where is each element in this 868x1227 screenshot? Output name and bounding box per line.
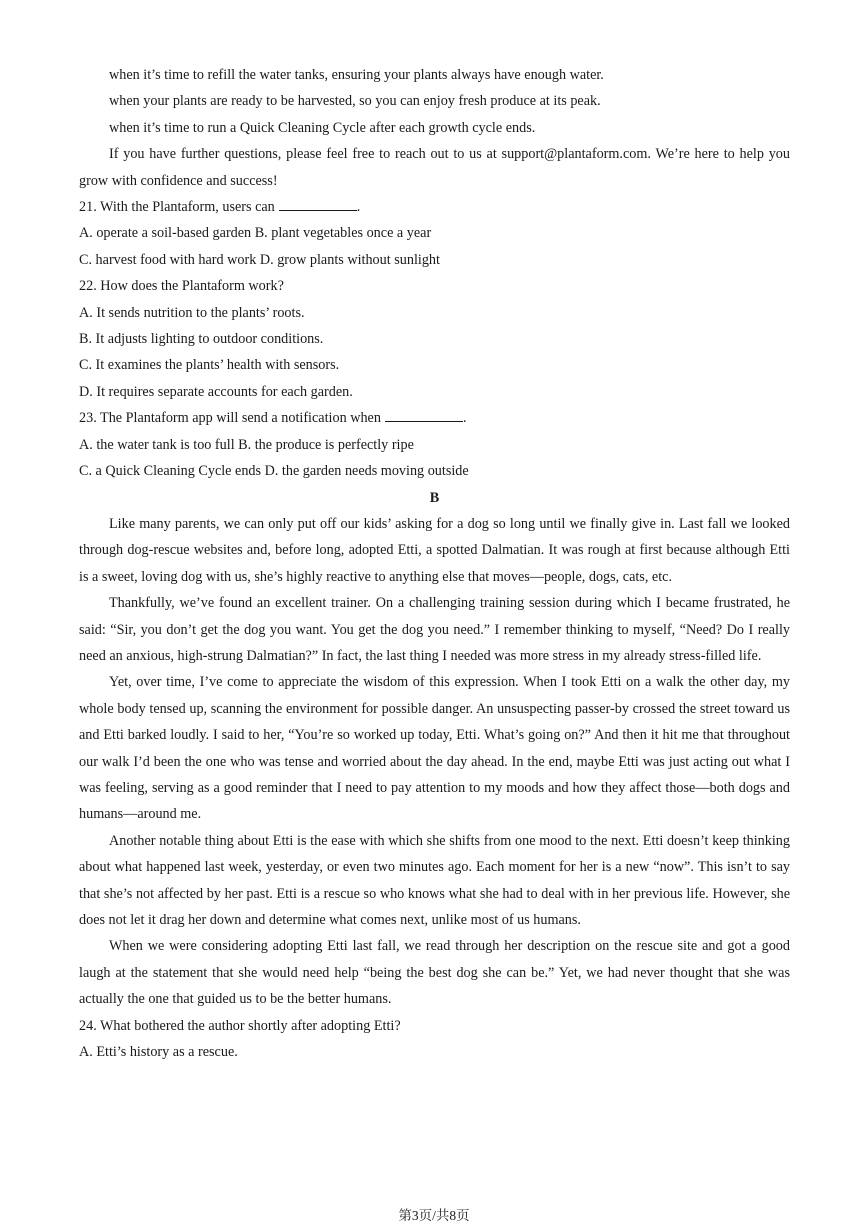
question-22-option-c: C. It examines the plants’ health with sensors. bbox=[79, 357, 340, 374]
document-page bbox=[79, 62, 790, 1065]
page-number-footer: 第3页/共8页 bbox=[398, 1208, 470, 1223]
question-21 bbox=[79, 194, 790, 220]
passage-paragraph-2 bbox=[79, 590, 790, 669]
intro-line-2: when your plants are ready to be harvested, so you can enjoy fresh produce at its peak. bbox=[109, 93, 601, 110]
question-23-stem: 23. The Plantaform app will send a notification when bbox=[79, 410, 381, 427]
passage-paragraph-5-text: When we were considering adopting Etti last fall, we read through her description on the rescue site and got a good laugh at the statement that she would need help “being the best dog she can be.” Yet, we had never thought that she was actually the one that guided us to be the better humans. bbox=[79, 938, 790, 1008]
question-23-option-row-1: A. the water tank is too full B. the produce is perfectly ripe bbox=[79, 436, 414, 453]
question-24-stem: 24. What bothered the author shortly after adopting Etti? bbox=[79, 1017, 401, 1034]
passage-paragraph-3-text: Yet, over time, I’ve come to appreciate the wisdom of this expression. When I took Etti on a walk the other day, my whole body tensed up, scanning the environment for possible danger. An unsuspecting passer-by crossed the street toward us and Etti barked loudly. I said to her, “You’re so worked up today, Etti. What’s going on?” And then it hit me that throughout our walk I’d been the one who was tense and worried about the day ahead. In the end, maybe Etti was just acting out what I was feeling, serving as a good reminder that I need to pay attention to my moods and how they affect those—both dogs and humans—around me. bbox=[79, 674, 790, 823]
answer-blank bbox=[279, 196, 357, 211]
section-b-heading: B bbox=[429, 489, 440, 506]
contact-text: If you have further questions, please feel free to reach out to us at support@plantaform.com. We’re here to help you grow with confidence and success! bbox=[79, 146, 790, 189]
question-23-stem-end: . bbox=[462, 410, 467, 427]
passage-paragraph-4 bbox=[79, 828, 790, 934]
question-22-option-d: D. It requires separate accounts for each garden. bbox=[79, 383, 353, 400]
question-21-stem: 21. With the Plantaform, users can bbox=[79, 199, 275, 216]
question-22-option-b: B. It adjusts lighting to outdoor conditions. bbox=[79, 331, 324, 348]
passage-paragraph-3 bbox=[79, 669, 790, 827]
intro-line-1: when it’s time to refill the water tanks, ensuring your plants always have enough water. bbox=[109, 67, 604, 83]
passage-paragraph-1 bbox=[79, 511, 790, 590]
question-23 bbox=[79, 405, 790, 431]
passage-paragraph-2-text: Thankfully, we’ve found an excellent trainer. On a challenging training session during which I became frustrated, he said: “Sir, you don’t get the dog you want. You get the dog you need.” I remember thinking to myself, “Need? Do I really need an anxious, high-strung Dalmatian?” In fact, the last thing I needed was more stress in my already stress-filled life. bbox=[79, 595, 790, 664]
passage-paragraph-5 bbox=[79, 933, 790, 1012]
question-23-option-row-2: C. a Quick Cleaning Cycle ends D. the garden needs moving outside bbox=[79, 463, 469, 480]
question-21-stem-end: . bbox=[356, 199, 361, 216]
question-22-option-a: A. It sends nutrition to the plants’ roots. bbox=[79, 304, 305, 321]
question-21-option-row-1: A. operate a soil-based garden B. plant vegetables once a year bbox=[79, 225, 432, 242]
answer-blank bbox=[385, 407, 463, 422]
question-21-option-row-2: C. harvest food with hard work D. grow plants without sunlight bbox=[79, 251, 440, 268]
passage-paragraph-4-text: Another notable thing about Etti is the ease with which she shifts from one mood to the next. Etti doesn’t keep thinking about what happened last week, yesterday, or even two minutes ago. Each moment for her is a new “now”. This isn’t to say that she’s not affected by her past. Etti is a rescue so who knows what she had to deal with in her previous life. However, she does not let it drag her down and determine what comes next, unlike most of us humans. bbox=[79, 832, 790, 928]
question-24-option-a: A. Etti’s history as a rescue. bbox=[79, 1044, 238, 1061]
question-22-stem: 22. How does the Plantaform work? bbox=[79, 278, 284, 295]
intro-line-3: when it’s time to run a Quick Cleaning Cycle after each growth cycle ends. bbox=[109, 119, 536, 136]
contact-paragraph bbox=[79, 141, 790, 194]
passage-paragraph-1-text: Like many parents, we can only put off our kids’ asking for a dog so long until we finally give in. Last fall we looked through dog-rescue websites and, before long, adopted Etti, a spotted Dalmatian. It was rough at first because although Etti is a sweet, loving dog with us, she’s highly reactive to anything else that moves—people, dogs, cats, etc. bbox=[79, 515, 790, 585]
